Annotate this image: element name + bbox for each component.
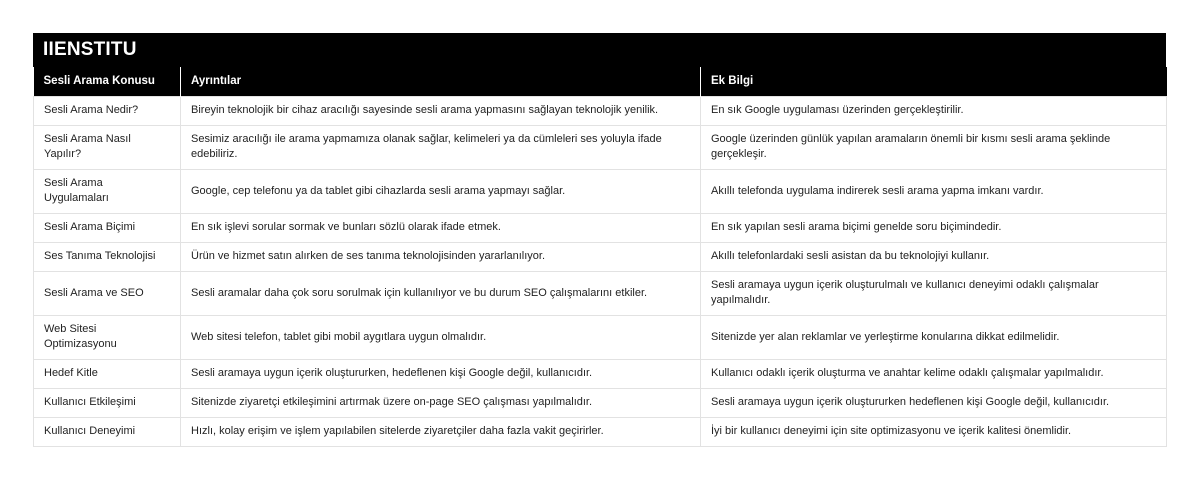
cell-topic: Sesli Arama Nasıl Yapılır? xyxy=(34,125,181,169)
cell-topic: Kullanıcı Etkileşimi xyxy=(34,388,181,417)
cell-details: Ürün ve hizmet satın alırken de ses tanıma teknolojisinden yararlanılıyor. xyxy=(181,242,701,271)
cell-extra-info: İyi bir kullanıcı deneyimi için site optimizasyonu ve içerik kalitesi önemlidir. xyxy=(701,417,1167,446)
cell-extra-info: Google üzerinden günlük yapılan aramaların önemli bir kısmı sesli arama şeklinde gerçekleşir. xyxy=(701,125,1167,169)
table-header-row xyxy=(34,67,1167,96)
cell-details: Sesimiz aracılığı ile arama yapmamıza olanak sağlar, kelimeleri ya da cümleleri ses yoluyla ifade edebiliriz. xyxy=(181,125,701,169)
table-row xyxy=(34,359,1167,388)
table-row xyxy=(34,315,1167,359)
cell-extra-info: Sesli aramaya uygun içerik oluştururken hedeflenen kişi Google değil, kullanıcıdır. xyxy=(701,388,1167,417)
table-row xyxy=(34,169,1167,213)
table-row xyxy=(34,96,1167,125)
cell-topic: Sesli Arama Biçimi xyxy=(34,213,181,242)
cell-details: Google, cep telefonu ya da tablet gibi cihazlarda sesli arama yapmayı sağlar. xyxy=(181,169,701,213)
cell-topic: Sesli Arama Nedir? xyxy=(34,96,181,125)
cell-extra-info: En sık Google uygulaması üzerinden gerçekleştirilir. xyxy=(701,96,1167,125)
cell-extra-info: Kullanıcı odaklı içerik oluşturma ve anahtar kelime odaklı çalışmalar yapılmalıdır. xyxy=(701,359,1167,388)
cell-topic: Web Sitesi Optimizasyonu xyxy=(34,315,181,359)
cell-topic: Ses Tanıma Teknolojisi xyxy=(34,242,181,271)
brand-title: IIENSTITU xyxy=(33,33,1166,67)
cell-topic: Sesli Arama ve SEO xyxy=(34,271,181,315)
table-row xyxy=(34,271,1167,315)
cell-details: Hızlı, kolay erişim ve işlem yapılabilen sitelerde ziyaretçiler daha fazla vakit geçirirler. xyxy=(181,417,701,446)
cell-extra-info: Sesli aramaya uygun içerik oluşturulmalı ve kullanıcı deneyimi odaklı çalışmalar yapılmalıdır. xyxy=(701,271,1167,315)
cell-extra-info: En sık yapılan sesli arama biçimi genelde soru biçimindedir. xyxy=(701,213,1167,242)
cell-details: Sitenizde ziyaretçi etkileşimini artırmak üzere on-page SEO çalışması yapılmalıdır. xyxy=(181,388,701,417)
cell-details: Sesli aramalar daha çok soru sorulmak için kullanılıyor ve bu durum SEO çalışmalarını etkiler. xyxy=(181,271,701,315)
cell-extra-info: Akıllı telefonda uygulama indirerek sesli arama yapma imkanı vardır. xyxy=(701,169,1167,213)
table-row xyxy=(34,417,1167,446)
table-row xyxy=(34,213,1167,242)
cell-details: Bireyin teknolojik bir cihaz aracılığı sayesinde sesli arama yapmasını sağlayan teknolojik yenilik. xyxy=(181,96,701,125)
content-table-card xyxy=(33,33,1166,447)
cell-details: En sık işlevi sorular sormak ve bunları sözlü olarak ifade etmek. xyxy=(181,213,701,242)
seo-voice-search-table xyxy=(33,67,1167,447)
cell-extra-info: Sitenizde yer alan reklamlar ve yerleştirme konularına dikkat edilmelidir. xyxy=(701,315,1167,359)
cell-details: Sesli aramaya uygun içerik oluştururken, hedeflenen kişi Google değil, kullanıcıdır. xyxy=(181,359,701,388)
table-row xyxy=(34,125,1167,169)
cell-extra-info: Akıllı telefonlardaki sesli asistan da bu teknolojiyi kullanır. xyxy=(701,242,1167,271)
column-header-details: Ayrıntılar xyxy=(181,67,701,96)
table-row xyxy=(34,388,1167,417)
column-header-extra-info: Ek Bilgi xyxy=(701,67,1167,96)
cell-topic: Sesli Arama Uygulamaları xyxy=(34,169,181,213)
column-header-topic: Sesli Arama Konusu xyxy=(34,67,181,96)
cell-topic: Kullanıcı Deneyimi xyxy=(34,417,181,446)
cell-details: Web sitesi telefon, tablet gibi mobil aygıtlara uygun olmalıdır. xyxy=(181,315,701,359)
table-row xyxy=(34,242,1167,271)
cell-topic: Hedef Kitle xyxy=(34,359,181,388)
